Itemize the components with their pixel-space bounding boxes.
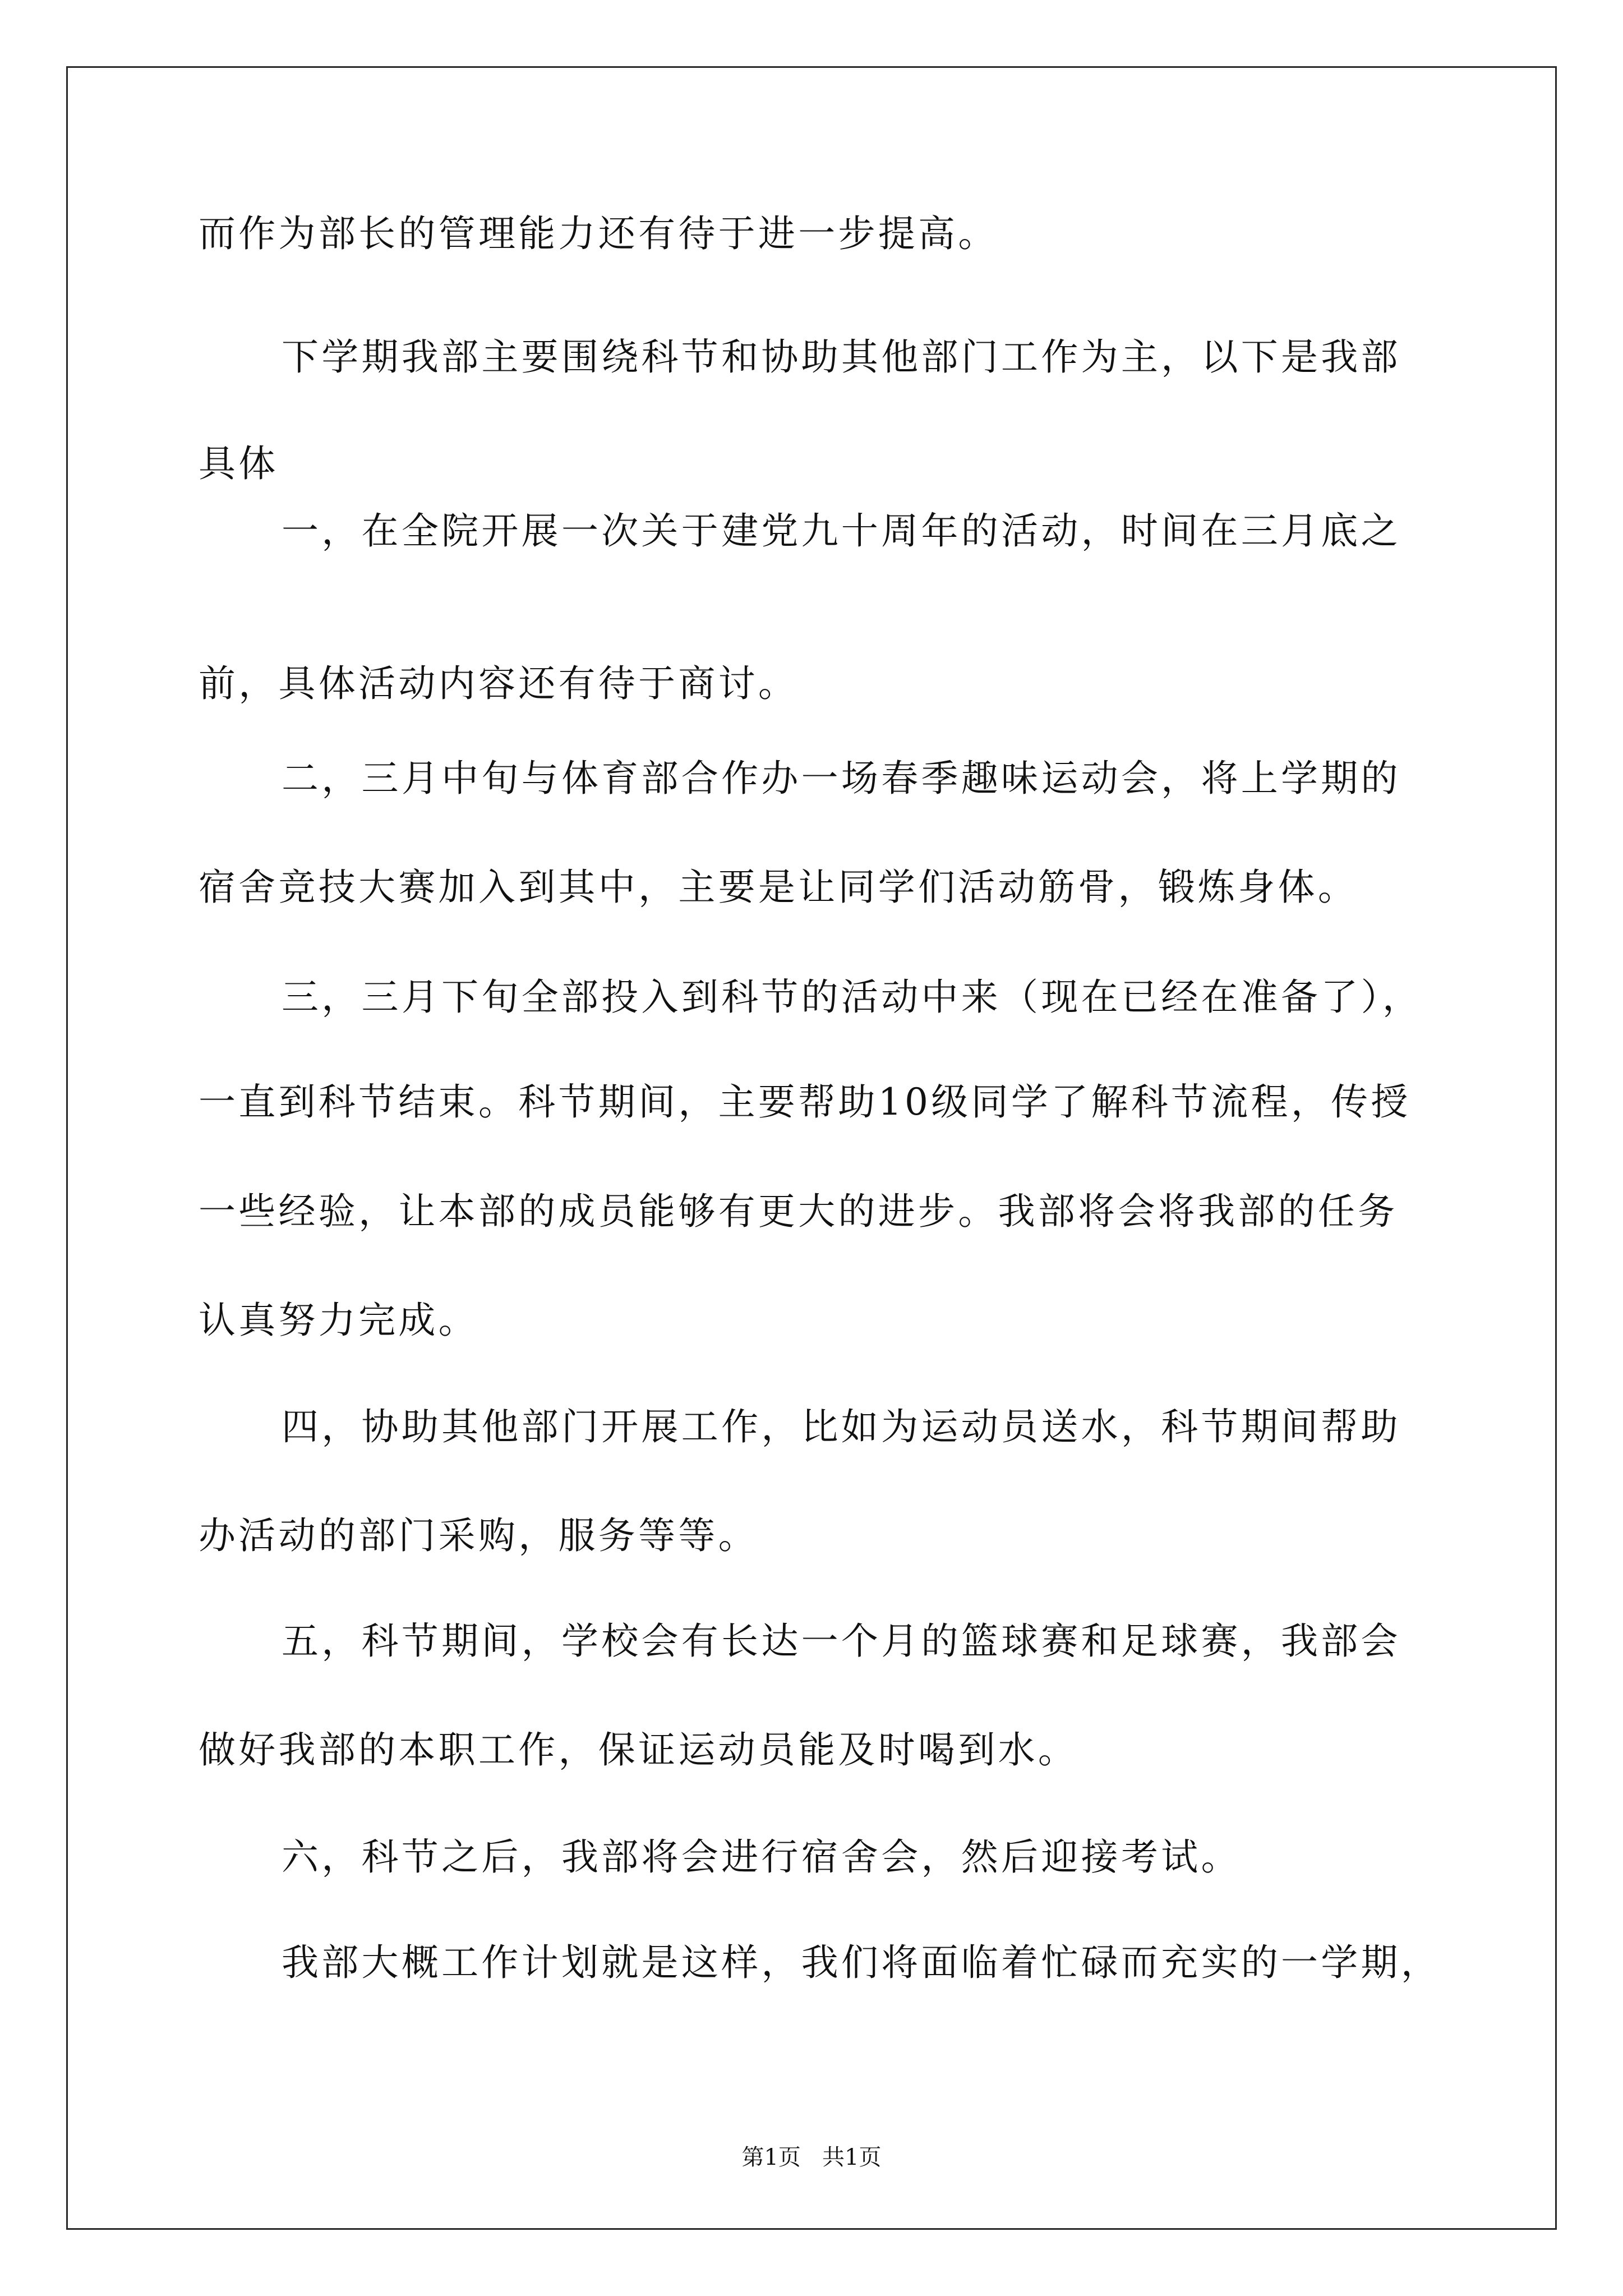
text-line: 办活动的部门采购，服务等等。 (199, 1514, 758, 1557)
text-line: 五，科节期间，学校会有长达一个月的篮球赛和足球赛，我部会 (282, 1619, 1401, 1663)
text-line: 而作为部长的管理能力还有待于进一步提高。 (199, 212, 998, 255)
text-line: 认真努力完成。 (199, 1299, 478, 1342)
text-line: 具体 (199, 442, 279, 485)
text-line: 二，三月中旬与体育部合作办一场春季趣味运动会，将上学期的 (282, 757, 1401, 800)
page-frame (66, 66, 1557, 2230)
text-line: 一，在全院开展一次关于建党九十周年的活动，时间在三月底之 (282, 509, 1401, 553)
page-footer: 第1页 共1页 (741, 2145, 882, 2170)
text-line: 前，具体活动内容还有待于商讨。 (199, 662, 799, 705)
text-line: 一些经验，让本部的成员能够有更大的进步。我部将会将我部的任务 (199, 1190, 1398, 1233)
text-line: 三，三月下旬全部投入到科节的活动中来（现在已经在准备了）， (282, 976, 1423, 1019)
text-line: 做好我部的本职工作，保证运动员能及时喝到水。 (199, 1728, 1078, 1772)
text-line: 四，协助其他部门开展工作，比如为运动员送水，科节期间帮助 (282, 1405, 1401, 1448)
text-line: 我部大概工作计划就是这样，我们将面临着忙碌而充实的一学期， (282, 1941, 1441, 1984)
text-line: 六，科节之后，我部将会进行宿舍会，然后迎接考试。 (282, 1835, 1241, 1879)
text-line: 下学期我部主要围绕科节和协助其他部门工作为主，以下是我部 (282, 335, 1401, 379)
text-line: 一直到科节结束。科节期间，主要帮助10级同学了解科节流程，传授 (199, 1080, 1411, 1124)
text-line: 宿舍竞技大赛加入到其中，主要是让同学们活动筋骨，锻炼身体。 (199, 866, 1358, 909)
